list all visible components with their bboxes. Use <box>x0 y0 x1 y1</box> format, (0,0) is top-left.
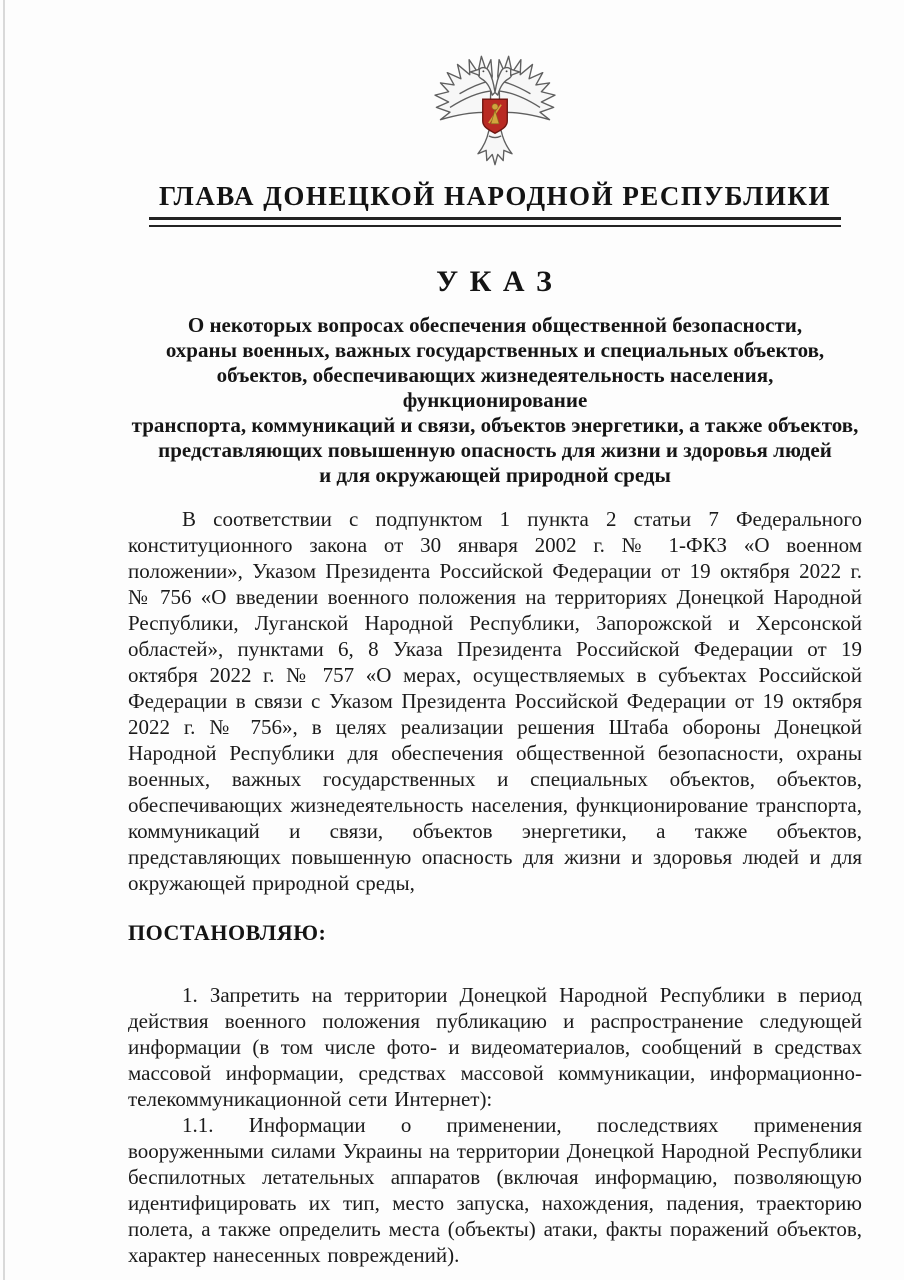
subject-line: объектов, обеспечивающих жизнедеятельность населения, функционирование <box>216 363 774 412</box>
document-type-title: У К А З <box>436 265 554 298</box>
scan-edge-artifact <box>3 0 5 1280</box>
document-subject <box>128 313 862 488</box>
decree-item-1: 1. Запретить на территории Донецкой Народной Республики в период действия военного положения публикацию и распространение следующей информации (в том числе фото- и видеоматериалов, сообщений в средствах массовой информации, средствах массовой коммуникации, информационно-телекоммуникационной сети Интернет): <box>128 983 862 1111</box>
subject-line: транспорта, коммуникаций и связи, объектов энергетики, а также объектов, <box>131 413 859 437</box>
subject-line: охраны военных, важных государственных и специальных объектов, <box>165 338 825 362</box>
header-divider <box>149 217 841 227</box>
resolution-heading: ПОСТАНОВЛЯЮ: <box>128 920 327 945</box>
dnr-coat-of-arms-icon <box>128 0 862 173</box>
decree-item-1-1: 1.1. Информации о применении, последствиях применения вооруженными силами Украины на территории Донецкой Народной Республики беспилотных летательных аппаратов (включая информацию, позволяющую идентифицировать их тип, место запуска, нахождения, падения, траекторию полета, а также определить места (объекты) атаки, факты поражений объектов, характер нанесенных повреждений). <box>128 1113 862 1267</box>
subject-line: представляющих повышенную опасность для жизни и здоровья людей <box>158 438 832 462</box>
subject-line: О некоторых вопросах обеспечения общественной безопасности, <box>187 313 803 337</box>
subject-line: и для окружающей природной среды <box>319 463 671 487</box>
issuing-authority-title: ГЛАВА ДОНЕЦКОЙ НАРОДНОЙ РЕСПУБЛИКИ <box>158 181 832 211</box>
preamble-paragraph: В соответствии с подпунктом 1 пункта 2 статьи 7 Федерального конституционного закона от 30 января 2002 г. № 1-ФКЗ «О военном положении», Указом Президента Российской Федерации от 19 октября 2022 г. № 756 «О введении военного положения на территориях Донецкой Народной Республики, Луганской Народной Республики, Запорожской и Херсонской областей», пунктами 6, 8 Указа Президента Российской Федерации от 19 октября 2022 г. № 757 «О мерах, осуществляемых в субъектах Российской Федерации в связи с Указом Президента Российской Федерации от 19 октября 2022 г. № 756», в целях реализации решения Штаба обороны Донецкой Народной Республики для обеспечения общественной безопасности, охраны военных, важных государственных и специальных объектов, объектов, обеспечивающих жизнедеятельность населения, функционирование транспорта, коммуникаций и связи, объектов энергетики, а также объектов, представляющих повышенную опасность для жизни и здоровья людей и для окружающей природной среды, <box>128 507 862 895</box>
document-content <box>128 0 862 1268</box>
